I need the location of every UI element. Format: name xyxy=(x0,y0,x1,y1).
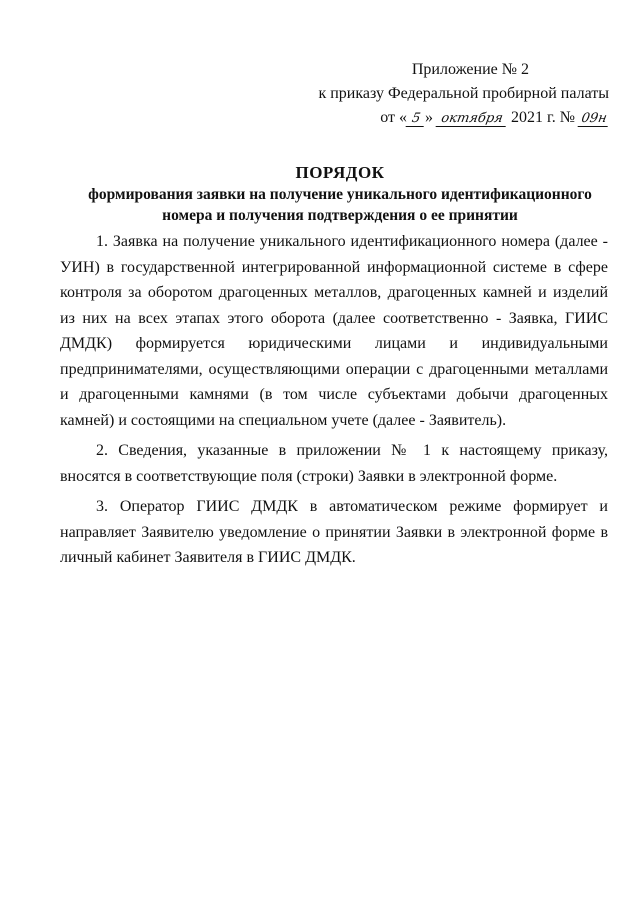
date-quote-close: » xyxy=(424,109,433,126)
handwritten-order-number: 09н xyxy=(578,111,611,127)
appendix-title: Приложение № 2 xyxy=(411,61,529,78)
heading-title: ПОРЯДОК xyxy=(295,163,385,182)
document-body xyxy=(60,229,608,571)
heading-subtitle-line-2: номера и получения подтверждения о ее принятии xyxy=(162,207,518,224)
paragraph-2: 2. Сведения, указанные в приложении № 1 к настоящему приказу, вносятся в соответствующие поля (строки) Заявки в электронной форме. xyxy=(60,442,608,485)
paragraph-1: 1. Заявка на получение уникального идентификационного номера (далее - УИН) в государственной интегрированной информационной системе в сфере контроля за оборотом драгоценных металлов, драгоценных камней и изделий из них на всех этапах этого оборота (далее соответственно - Заявка, ГИИС ДМДК) формируется юридическими лицами и индивидуальными предпринимателями, осуществляющими операции с драгоценными металлами и драгоценными камнями (в том числе субъектами добычи драгоценных камней) и состоящими на специальном учете (далее - Заявитель). xyxy=(60,233,608,429)
paragraph-3: 3. Оператор ГИИС ДМДК в автоматическом режиме формирует и направляет Заявителю уведомление о принятии Заявки в электронной форме в личный кабинет Заявителя в ГИИС ДМДК. xyxy=(60,498,608,566)
date-prefix: от « xyxy=(380,109,407,126)
handwritten-day: 5 xyxy=(406,111,427,127)
handwritten-month: октября xyxy=(436,111,509,127)
appendix-date-line xyxy=(289,106,609,130)
document-heading xyxy=(60,162,620,226)
date-year-text: 2021 г. № xyxy=(510,109,575,126)
heading-subtitle-line-1: формирования заявки на получение уникального идентификационного xyxy=(88,186,592,203)
appendix-order-reference: к приказу Федеральной пробирной палаты xyxy=(318,85,609,102)
appendix-block xyxy=(289,58,609,130)
